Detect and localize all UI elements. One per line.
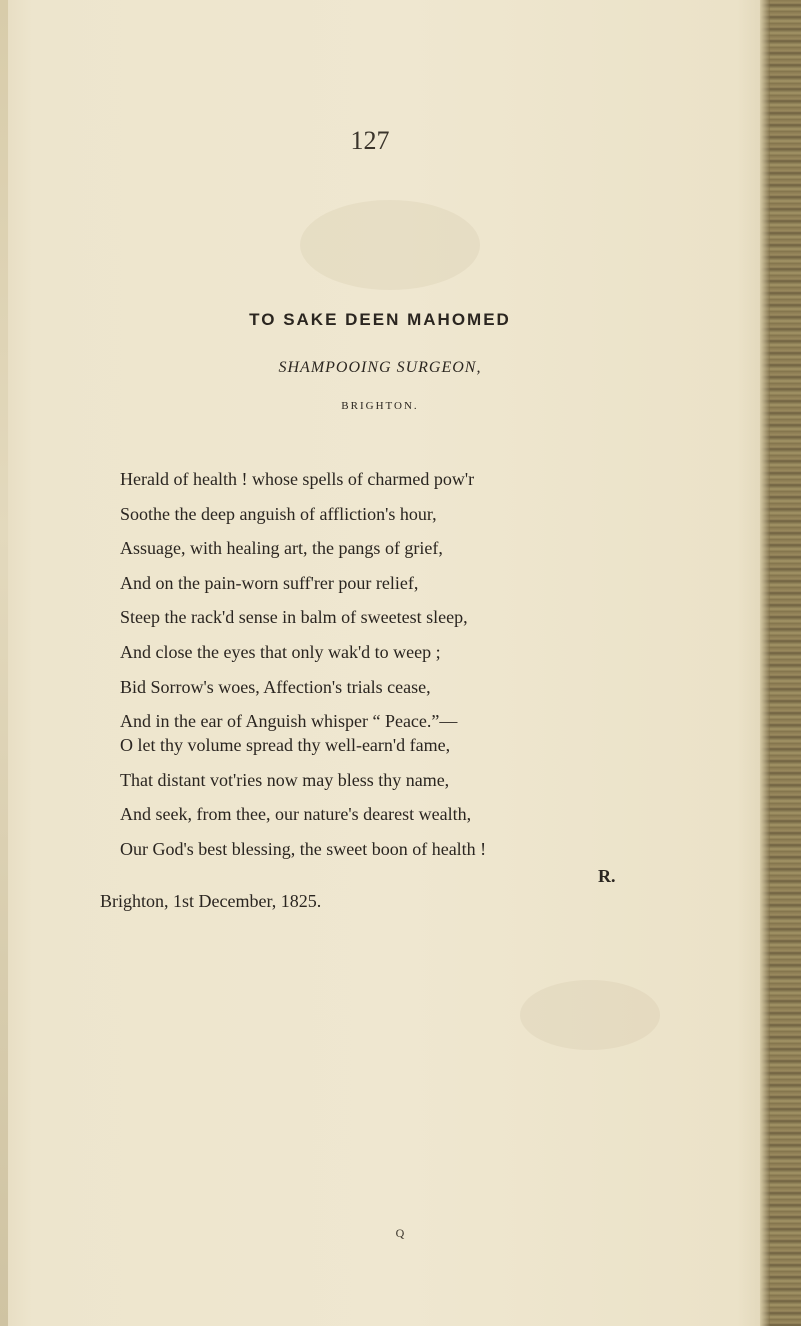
poem-signature: R. bbox=[598, 866, 616, 886]
poem-stanza bbox=[120, 728, 680, 866]
paper-stain bbox=[520, 980, 660, 1050]
page-number: 127 bbox=[350, 126, 390, 155]
paper-stain bbox=[300, 200, 480, 290]
verse-line: Bid Sorrow's woes, Affection's trials cease, bbox=[120, 676, 431, 697]
poem-dateline: Brighton, 1st December, 1825. bbox=[100, 891, 322, 911]
printer-signature-mark: Q bbox=[395, 1226, 405, 1240]
verse-line: Herald of health ! whose spells of charmed pow'r bbox=[120, 469, 475, 489]
verse-line: And close the eyes that only wak'd to weep ; bbox=[120, 641, 441, 662]
verse-line: Steep the rack'd sense in balm of sweetest sleep, bbox=[120, 607, 468, 628]
verse-line: Assuage, with healing art, the pangs of grief, bbox=[120, 538, 443, 559]
verse-line: And in the ear of Anguish whisper “ Peace.”— bbox=[120, 711, 458, 732]
dedication-subtitle: SHAMPOOING SURGEON, bbox=[278, 359, 482, 376]
book-binding-edge bbox=[760, 0, 801, 1326]
verse-line: That distant vot'ries now may bless thy name, bbox=[120, 769, 450, 790]
dedication-title: TO SAKE DEEN MAHOMED bbox=[249, 310, 511, 329]
poem-stanza bbox=[120, 462, 680, 739]
verse-line: And seek, from thee, our nature's dearest wealth, bbox=[120, 804, 472, 825]
verse-line: Soothe the deep anguish of affliction's hour, bbox=[120, 503, 437, 524]
verse-line: And on the pain-worn suff'rer pour relief, bbox=[120, 572, 419, 593]
verse-line: Our God's best blessing, the sweet boon of health ! bbox=[120, 838, 487, 859]
verse-line: O let thy volume spread thy well-earn'd fame, bbox=[120, 735, 451, 755]
page-left-edge bbox=[0, 0, 8, 1326]
dedication-place: BRIGHTON. bbox=[341, 400, 419, 412]
